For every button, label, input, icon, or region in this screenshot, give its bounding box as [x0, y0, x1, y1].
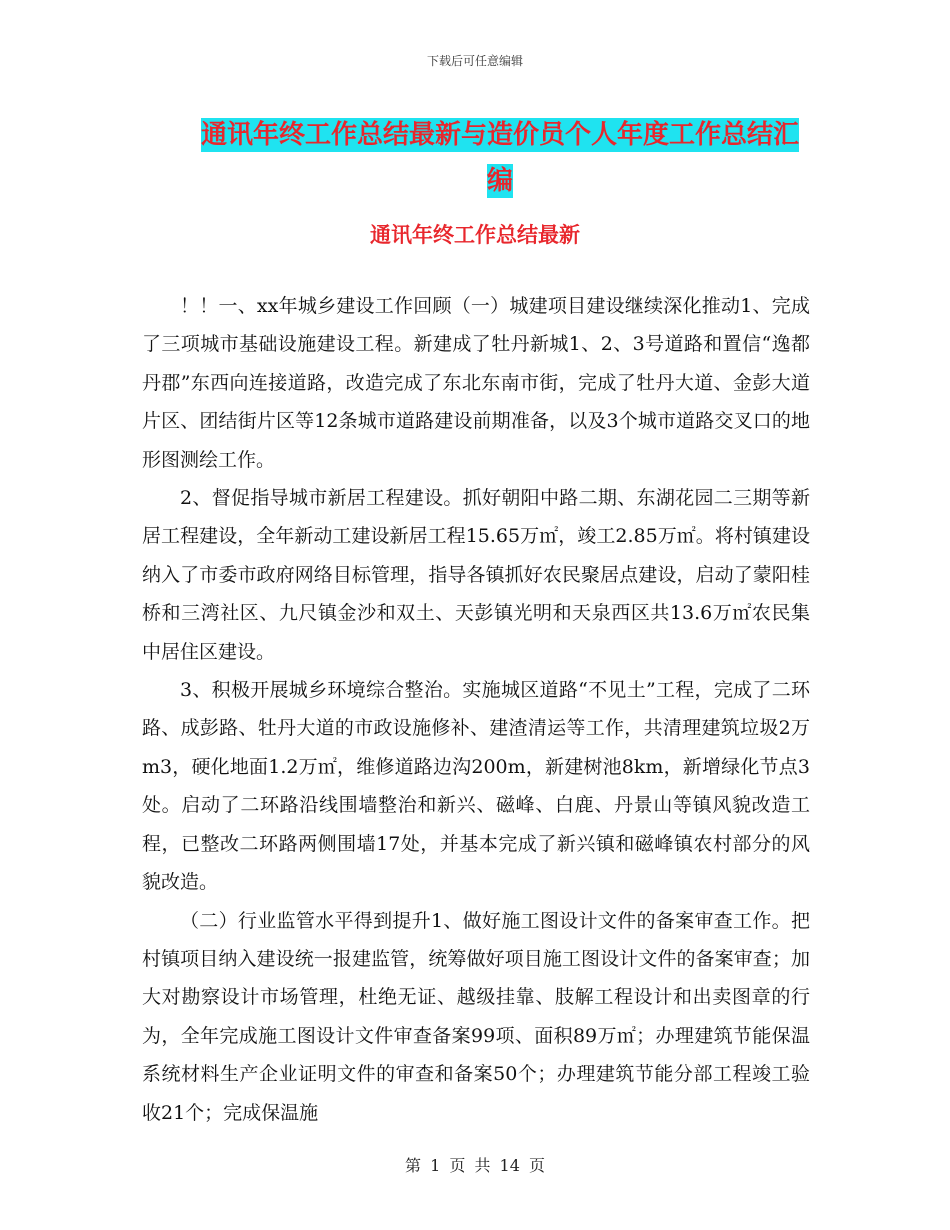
header-note: 下载后可任意编辑: [426, 54, 523, 68]
page-footer: 第 1 页 共 14 页: [405, 1156, 545, 1175]
document-title: [190, 112, 810, 204]
paragraph-2: 2、督促指导城市新居工程建设。抓好朝阳中路二期、东湖花园二三期等新居工程建设，全年新动工建设新居工程15.65万㎡，竣工2.85万㎡。将村镇建设纳入了市委市政府网络目标管理，指导各镇抓好农民聚居点建设，启动了蒙阳桂桥和三湾社区、九尺镇金沙和双土、天彭镇光明和天泉西区共13.6万㎡农民集中居住区建设。: [142, 487, 810, 663]
paragraph-3: 3、积极开展城乡环境综合整治。实施城区道路“不见土”工程，完成了二环路、成彭路、牡丹大道的市政设施修补、建渣清运等工作，共清理建筑垃圾2万m3，硬化地面1.2万㎡，维修道路边沟200m，新建树池8km，新增绿化节点3处。启动了二环路沿线围墙整治和新兴、磁峰、白鹿、丹景山等镇风貌改造工程，已整改二环路两侧围墙17处，并基本完成了新兴镇和磁峰镇农村部分的风貌改造。: [142, 679, 810, 894]
paragraph-4: （二）行业监管水平得到提升1、做好施工图设计文件的备案审查工作。把村镇项目纳入建设统一报建监管，统筹做好项目施工图设计文件的备案审查；加大对勘察设计市场管理，杜绝无证、越级挂靠、肢解工程设计和出卖图章的行为，全年完成施工图设计文件审查备案99项、面积89万㎡；办理建筑节能保温系统材料生产企业证明文件的审查和备案50个；办理建筑节能分部工程竣工验收21个；完成保温施: [142, 909, 810, 1124]
document-title-text: 通讯年终工作总结最新与造价员个人年度工作总结汇编: [200, 120, 799, 196]
paragraph-1: ！！一、xx年城乡建设工作回顾（一）城建项目建设继续深化推动1、完成了三项城市基础设施建设工程。新建成了牡丹新城1、2、3号道路和置信“逸都丹郡”东西向连接道路，改造完成了东北东南市街，完成了牡丹大道、金彭大道片区、团结街片区等12条城市道路建设前期准备，以及3个城市道路交叉口的地形图测绘工作。: [142, 295, 810, 471]
section-title: 通讯年终工作总结最新: [370, 223, 580, 247]
document-body: [142, 287, 810, 1132]
